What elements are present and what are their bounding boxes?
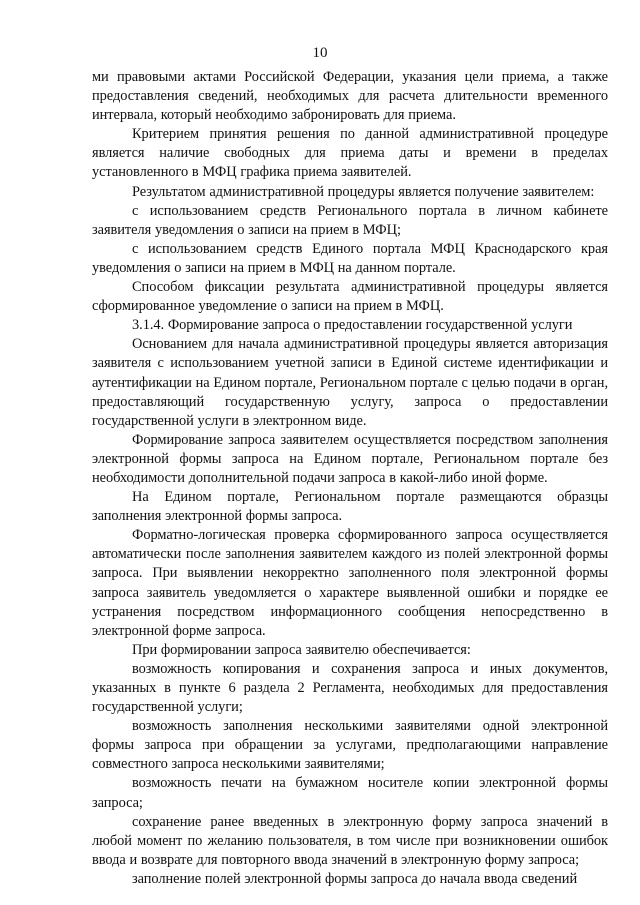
list-item: возможность заполнения несколькими заявителями одной электронной формы запроса при обращении за услугами, предполагающими направление совместного запроса несколькими заявителями; (92, 718, 608, 773)
document-body (92, 68, 608, 889)
page-number: 10 (312, 45, 328, 61)
paragraph: На Едином портале, Региональном портале размещаются образцы заполнения электронной формы запроса. (92, 489, 608, 525)
paragraph: Основанием для начала административной процедуры является авторизация заявителя с использованием учетной записи в Единой системе идентификации и аутентификации на Едином портале, Региональном портале с целью подачи в орган, предоставляющий государственную услугу, запроса о предоставлении государственной услуги в электронном виде. (92, 336, 608, 429)
paragraph: Критерием принятия решения по данной административной процедуре является наличие свободных для приема даты и времени в пределах установленного в МФЦ графика приема заявителей. (92, 126, 608, 181)
list-item: возможность копирования и сохранения запроса и иных документов, указанных в пункте 6 раздела 2 Регламента, необходимых для предоставления государственной услуги; (92, 660, 608, 716)
paragraph: При формировании запроса заявителю обеспечивается: (132, 641, 471, 658)
paragraph: с использованием средств Единого портала МФЦ Краснодарского края уведомления о записи на прием в МФЦ на данном портале. (92, 240, 608, 276)
paragraph: Результатом административной процедуры является получение заявителем: (132, 183, 595, 200)
list-item: заполнение полей электронной формы запроса до начала ввода сведений (132, 870, 578, 887)
paragraph: с использованием средств Регионального портала в личном кабинете заявителя уведомления о записи на прием в МФЦ; (92, 202, 608, 238)
paragraph: ми правовыми актами Российской Федерации, указания цели приема, а также предоставления сведений, необходимых для расчета длительности временного интервала, который необходимо забронировать для приема. (92, 69, 608, 124)
paragraph: Формирование запроса заявителем осуществляется посредством заполнения электронной формы запроса на Едином портале, Региональном портале без необходимости дополнительной подачи запроса в какой-либо иной форме. (92, 431, 608, 486)
list-item: возможность печати на бумажном носителе копии электронной формы запроса; (92, 775, 608, 811)
paragraph: Форматно-логическая проверка сформированного запроса осуществляется автоматически после заполнения заявителем каждого из полей электронной формы запроса. При выявлении некорректно заполненного поля электронной формы запроса заявитель уведомляется о характере выявленной ошибки и порядке ее устранения посредством информационного сообщения непосредственно в электронной форме запроса. (92, 527, 608, 639)
section-heading: 3.1.4. Формирование запроса о предоставлении государственной услуги (132, 317, 573, 334)
list-item: сохранение ранее введенных в электронную форму запроса значений в любой момент по желанию пользователя, в том числе при возникновении ошибок ввода и возврате для повторного ввода значений в электронную форму запроса; (92, 813, 608, 868)
paragraph: Способом фиксации результата административной процедуры является сформированное уведомление о записи на прием в МФЦ. (92, 279, 608, 315)
